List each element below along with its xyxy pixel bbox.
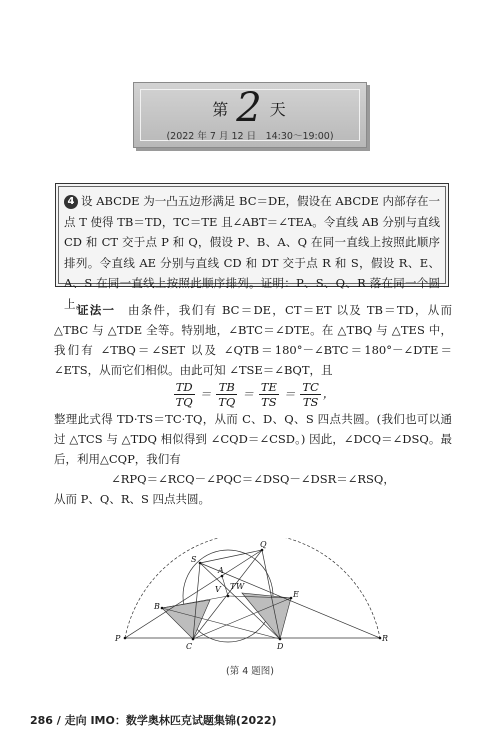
label-r: R [382,634,389,643]
page-footer: 286 / 走向 IMO：数学奥林匹克试题集锦(2022) [30,714,277,727]
day-date: (2022 年 7 月 12 日 14:30～19:00) [166,131,334,142]
label-p: P [115,634,121,643]
label-q: Q [260,540,267,549]
proof-paragraph-1: 证法一 由条件，我们有 BC＝DE，CT＝ET 以及 TB＝TD，从而 △TBC 与 △TDE 全等。特别地，∠BTC＝∠DTE。在 △TBQ 与 △TES 中，我们有 ∠TBQ＝∠SET 以及 ∠QTB＝180°－∠BTC＝180°－∠DTE＝∠ETS，从而它们相似。由此可知 ∠TSE＝∠BQT，且 [54,303,453,377]
label-t: T [230,582,236,591]
label-v: V [215,585,221,594]
line-sq [200,550,262,563]
label-c: C [186,642,193,651]
label-e: E [293,590,299,599]
figure-caption: (第 4 题图) [226,666,274,677]
label-a: A [218,566,224,575]
circumcircle-arc [125,538,380,638]
label-w: W [236,582,245,591]
problem-text [64,191,440,314]
proof-paragraph-3: 从而 P、Q、R、S 四点共圆。 [54,492,211,506]
angle-formula: ∠RPQ＝∠RCQ－∠PQC＝∠DSQ－∠DSR＝∠RSQ， [111,472,395,486]
fraction: $\frac{TC}{TS}$ [302,380,319,409]
day-prefix: 第 [212,100,231,119]
line-at [222,576,228,596]
proof-label: 证法一 [77,303,116,317]
proof-paragraph-2: 整理此式得 TD·TS＝TC·TQ，从而 C、D、Q、S 四点共圆。(我们也可以通过 △TCS 与 △TDQ 相似得到 ∠CQD＝∠CSD。) 因此，∠DCQ＝∠DSQ。最后，利用△CQP，我们有 [54,412,452,466]
fraction: $\frac{TB}{TQ}$ [218,380,236,409]
label-b: B [154,602,160,611]
proof [54,300,452,509]
triangle-tde [242,593,291,639]
fraction: $\frac{TD}{TQ}$ [175,380,193,409]
problem-statement: 设 ABCDE 为一凸五边形满足 BC＝DE，假设在 ABCDE 内部存在一点 T 使得 TB＝TD，TC＝TE 且∠ABT＝∠TEA。令直线 AB 分别与直线 CD 和 CT 交于点 P 和 Q，假设 P、B、A、Q 在同一直线上按照此顺序排列。令直线 AE 分别与直线 CD 和 DT 交于点 R 和 S，假设 R、E、A、S 在同一直线上按照此顺序排列。证明：P、S、Q、R 落在同一个圆上。 [64,194,440,311]
fraction: $\frac{TE}{TS}$ [260,380,277,409]
geometry-figure [110,538,400,663]
problem-number-badge: 4 [64,195,78,209]
day-title [134,85,366,131]
label-s: S [191,555,197,564]
label-d: D [277,642,284,651]
triangle-tbc [162,600,210,639]
day-suffix: 天 [269,100,288,119]
line-rs [200,563,380,638]
ratio-formula: $\frac{TD}{TQ}$ ＝ $\frac{TB}{TQ}$ ＝ $\frac{TE}{TS}$ ＝ $\frac{TC}{TS}$ ， [175,380,335,409]
day-number: 2 [236,85,264,131]
